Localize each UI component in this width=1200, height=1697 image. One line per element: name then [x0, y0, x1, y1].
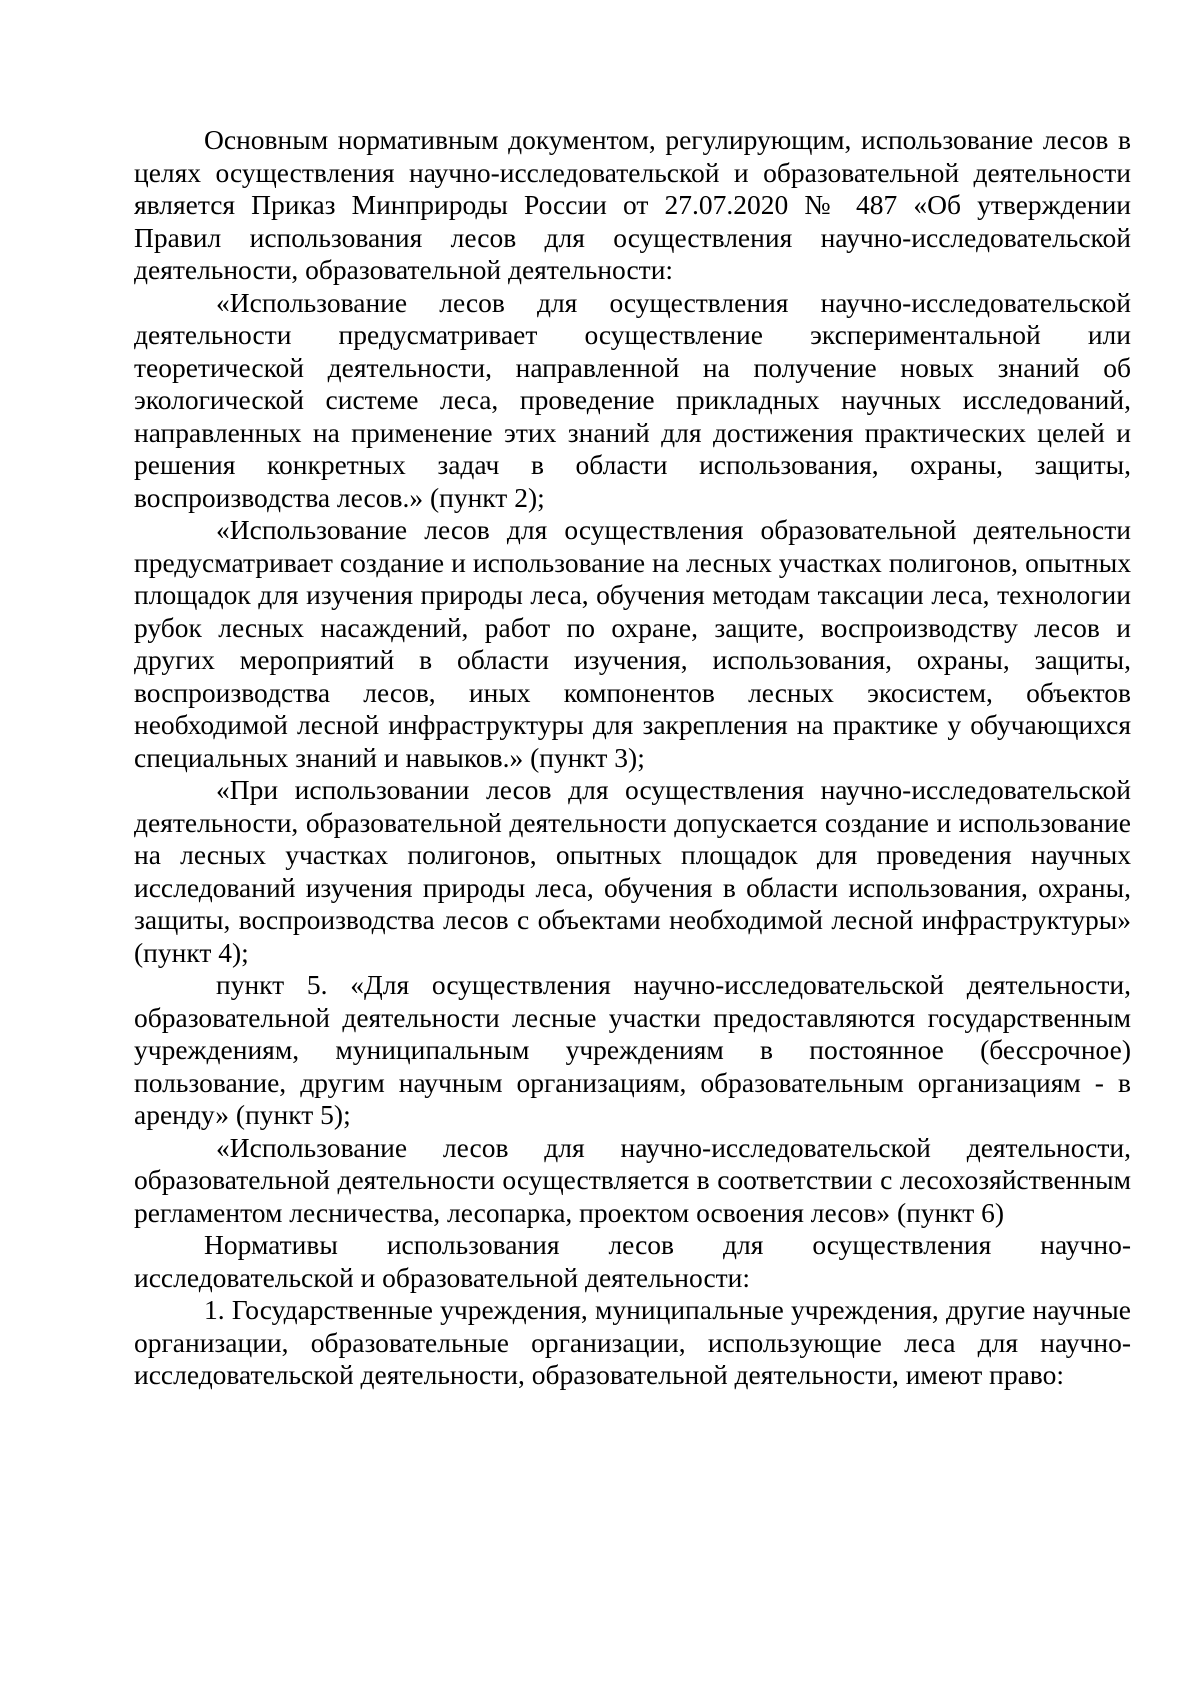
paragraph-point-4: «При использовании лесов для осуществления научно-исследовательской деятельности, образовательной деятельности допускается создание и использование на лесных участках полигонов, опытных площадок для проведения научных исследований изучения природы леса, обучения в области использования, охраны, защиты, воспроизводства лесов с объектами необходимой лесной инфраструктуры» (пункт 4); [134, 774, 1131, 968]
paragraph-point-3: «Использование лесов для осуществления образовательной деятельности предусматривает создание и использование на лесных участках полигонов, опытных площадок для изучения природы леса, обучения методам таксации леса, технологии рубок лесных насаждений, работ по охране, защите, воспроизводству лесов и других мероприятий в области изучения, использования, охраны, защиты, воспроизводства лесов, иных компонентов лесных экосистем, объектов необходимой лесной инфраструктуры для закрепления на практике у обучающихся специальных знаний и навыков.» (пункт 3); [134, 514, 1131, 773]
paragraph-point-5: пункт 5. «Для осуществления научно-исследовательской деятельности, образовательной деятельности лесные участки предоставляются государственным учреждениям, муниципальным учреждениям в постоянное (бессрочное) пользование, другим научным организациям, образовательным организациям - в аренду» (пункт 5); [134, 969, 1131, 1130]
document-body [134, 124, 1131, 1392]
paragraph-intro: Основным нормативным документом, регулирующим, использование лесов в целях осуществления научно-исследовательской и образовательной деятельности является Приказ Минприроды России от 27.07.2020 № 487 «Об утверждении Правил использования лесов для осуществления научно-исследовательской деятельности, образовательной деятельности: [134, 124, 1131, 285]
paragraph-norms-item-1: 1. Государственные учреждения, муниципальные учреждения, другие научные организации, образовательные организации, использующие леса для научно-исследовательской деятельности, образовательной деятельности, имеют право: [134, 1294, 1131, 1390]
paragraph-point-6: «Использование лесов для научно-исследовательской деятельности, образовательной деятельности осуществляется в соответствии с лесохозяйственным регламентом лесничества, лесопарка, проектом освоения лесов» (пункт 6) [134, 1131, 1131, 1228]
paragraph-norms-heading: Нормативы использования лесов для осуществления научно-исследовательской и образовательной деятельности: [134, 1229, 1131, 1293]
paragraph-point-2: «Использование лесов для осуществления научно-исследовательской деятельности предусматривает осуществление экспериментальной или теоретической деятельности, направленной на получение новых знаний об экологической системе леса, проведение прикладных научных исследований, направленных на применение этих знаний для достижения практических целей и решения конкретных задач в области использования, охраны, защиты, воспроизводства лесов.» (пункт 2); [134, 286, 1131, 513]
